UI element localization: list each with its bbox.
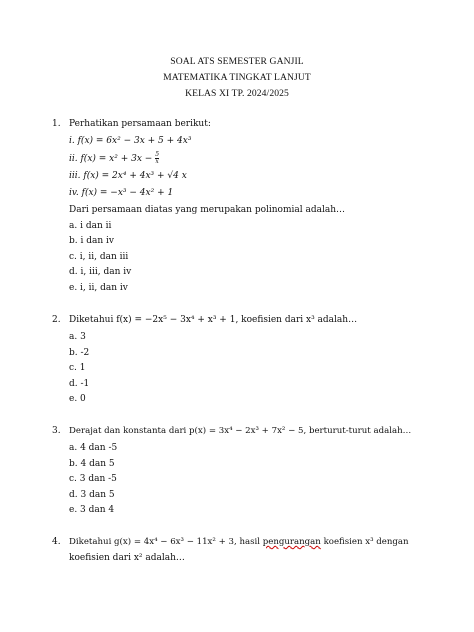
q3-option-e: e. 3 dan 4 <box>69 505 115 515</box>
q1-equation-ii <box>69 152 159 165</box>
q3-question: Derajat dan konstanta dari p(x) = 3x⁴ − 2x³ + 7x² − 5, berturut-turut adalah… <box>69 426 412 436</box>
q1-option-a: a. i dan ii <box>69 221 112 231</box>
q3-option-d: d. 3 dan 5 <box>69 490 115 500</box>
q1-equation-ii-text: ii. f(x) = x² + 3x − <box>69 154 153 164</box>
q4-question-line2: koefisien dari x² adalah… <box>69 553 185 563</box>
q1-equation-iii: iii. f(x) = 2x⁴ + 4x³ + √4 x <box>69 171 187 181</box>
q1-option-d: d. i, iii, dan iv <box>69 267 132 277</box>
q1-equation-i: i. f(x) = 6x² − 3x + 5 + 4x³ <box>69 136 192 146</box>
q3-number: 3. <box>52 426 61 436</box>
q1-equation-ii-fraction <box>155 152 159 165</box>
q1-number: 1. <box>52 119 61 129</box>
q4-question-start: Diketahui g(x) = 4x⁴ − 6x³ − 11x² + 3, hasil <box>69 537 263 547</box>
header-title: SOAL ATS SEMESTER GANJIL <box>170 56 304 67</box>
q1-option-c: c. i, ii, dan iii <box>69 252 129 262</box>
q1-option-e: e. i, ii, dan iv <box>69 283 128 293</box>
q2-option-c: c. 1 <box>69 363 86 373</box>
q2-option-e: e. 0 <box>69 394 86 404</box>
q1-equation-iv: iv. f(x) = −x³ − 4x² + 1 <box>69 188 174 198</box>
q2-option-b: b. -2 <box>69 348 90 358</box>
q3-option-b: b. 4 dan 5 <box>69 459 115 469</box>
header-class: KELAS XI TP. 2024/2025 <box>185 88 289 99</box>
q4-question-underlined: pengurangan <box>262 537 321 547</box>
q4-question-end: koefisien x³ dengan <box>320 537 409 547</box>
q4-number: 4. <box>52 537 61 547</box>
q3-option-c: c. 3 dan -5 <box>69 474 117 484</box>
q2-question: Diketahui f(x) = −2x⁵ − 3x⁴ + x³ + 1, koefisien dari x³ adalah… <box>69 315 358 325</box>
fraction-numerator: 5 <box>155 151 160 158</box>
q4-question <box>69 536 409 548</box>
q2-option-a: a. 3 <box>69 332 86 342</box>
q1-option-b: b. i dan iv <box>69 236 114 246</box>
header-subject: MATEMATIKA TINGKAT LANJUT <box>163 72 311 83</box>
q2-option-d: d. -1 <box>69 379 90 389</box>
q2-number: 2. <box>52 315 61 325</box>
q1-question: Dari persamaan diatas yang merupakan polinomial adalah… <box>69 205 346 215</box>
fraction-denominator: x <box>155 158 159 165</box>
q3-option-a: a. 4 dan -5 <box>69 443 118 453</box>
q1-prompt: Perhatikan persamaan berikut: <box>69 119 211 129</box>
